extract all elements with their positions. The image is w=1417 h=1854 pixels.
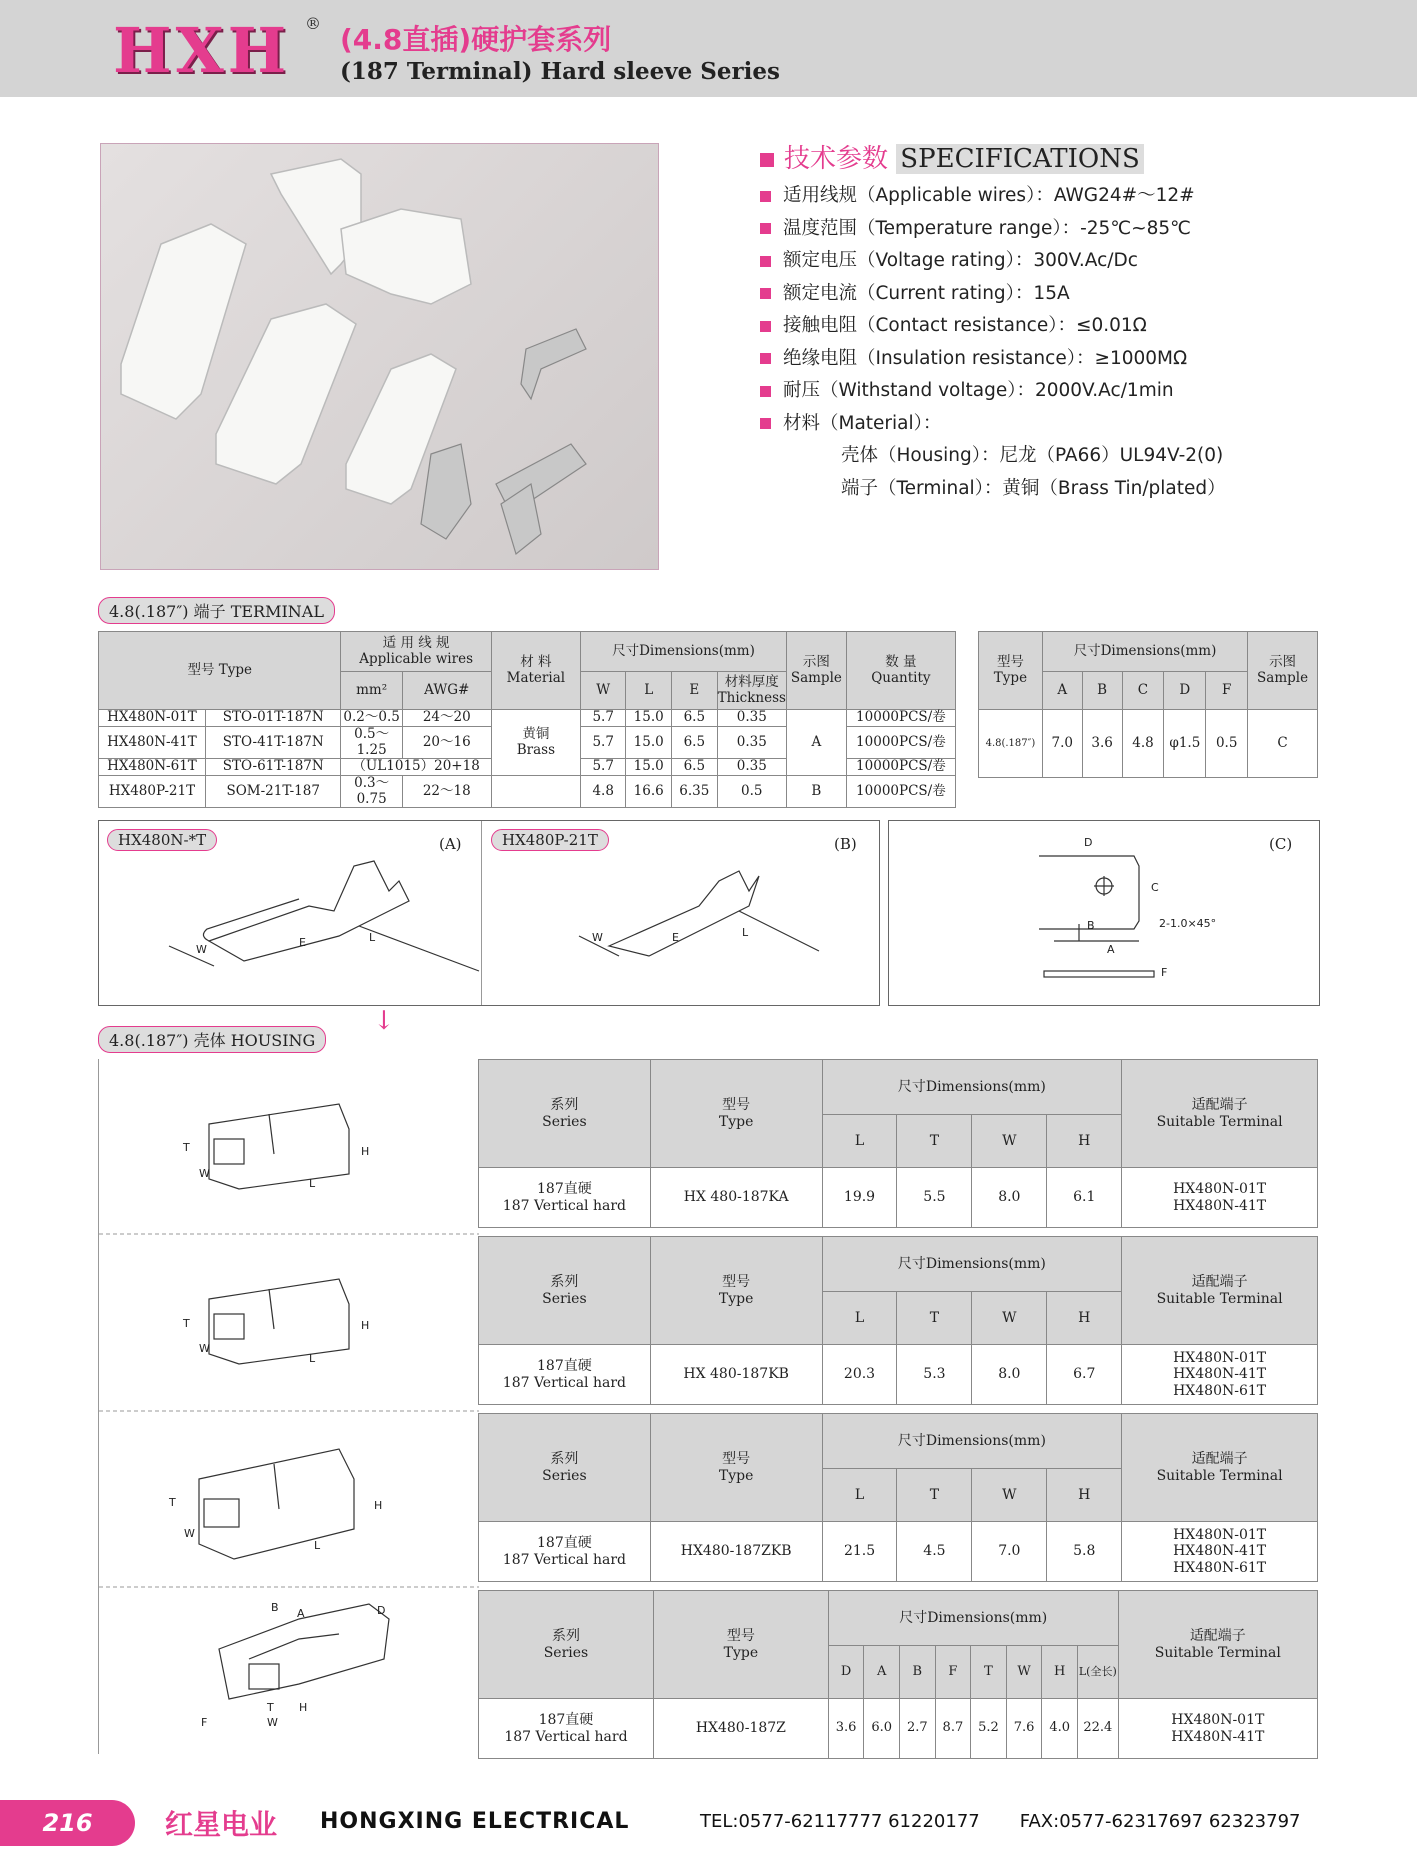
dim-col-a: A bbox=[1042, 672, 1082, 710]
h-cell-type: HX480-187Z bbox=[653, 1699, 828, 1759]
suitable-item: HX480N-41T bbox=[1173, 1197, 1267, 1214]
cell-sample: B bbox=[786, 776, 846, 808]
sample-en: Sample bbox=[1257, 669, 1309, 686]
h-col-series bbox=[479, 1414, 651, 1522]
col-header-e: E bbox=[672, 672, 718, 710]
housing-table bbox=[478, 1236, 1318, 1405]
h-col-h: H bbox=[1047, 1469, 1122, 1522]
table-row bbox=[979, 710, 1318, 778]
svg-text:L: L bbox=[309, 1177, 316, 1190]
table-row bbox=[99, 710, 956, 727]
h-col-dimensions: 尺寸Dimensions(mm) bbox=[828, 1591, 1118, 1646]
suitable-en: Suitable Terminal bbox=[1154, 1644, 1281, 1661]
suitable-item: HX480N-01T bbox=[1173, 1181, 1267, 1198]
bullet-icon bbox=[760, 223, 771, 234]
type-cn: 型号 bbox=[722, 1451, 751, 1468]
dimension-drawing-box bbox=[888, 820, 1320, 1006]
series-value-cn: 187直硬 bbox=[537, 1358, 592, 1375]
svg-text:C: C bbox=[1151, 881, 1159, 894]
cell-quantity: 10000PCS/卷 bbox=[846, 727, 955, 759]
h-cell-suitable bbox=[1122, 1345, 1318, 1405]
spec-heading bbox=[760, 138, 1144, 175]
bullet-icon bbox=[760, 418, 771, 429]
cell-w: 5.7 bbox=[580, 710, 625, 727]
h-cell-l: 19.9 bbox=[822, 1168, 897, 1228]
series-cn: 系列 bbox=[550, 1097, 579, 1114]
cell-type2: STO-41T-187N bbox=[205, 727, 341, 759]
material-brass-en: Brass bbox=[516, 741, 555, 758]
dim-col-d: D bbox=[1164, 672, 1206, 710]
spec-row bbox=[760, 408, 1226, 441]
suitable-item: HX480N-01T bbox=[1173, 1527, 1267, 1544]
suitable-cn: 适配端子 bbox=[1191, 1274, 1248, 1291]
col-header-thickness bbox=[717, 672, 786, 710]
suitable-item: HX480N-61T bbox=[1173, 1382, 1267, 1399]
h-col-h: H bbox=[1047, 1115, 1122, 1168]
h-cell-w: 8.0 bbox=[972, 1168, 1047, 1228]
cell-thickness: 0.35 bbox=[717, 759, 786, 776]
h-cell-w: 7.0 bbox=[972, 1522, 1047, 1582]
type-cn: 型号 bbox=[726, 1628, 755, 1645]
cell-quantity: 10000PCS/卷 bbox=[846, 776, 955, 808]
cell-type2: SOM-21T-187 bbox=[205, 776, 341, 808]
h-col-w: W bbox=[1006, 1646, 1042, 1699]
spec-housing-material: 壳体（Housing）：尼龙（PA66）UL94V-2(0) bbox=[841, 445, 1224, 466]
cell-w: 4.8 bbox=[580, 776, 625, 808]
spec-heading-cn: 技术参数 bbox=[784, 144, 889, 174]
series-en: Series bbox=[542, 1290, 587, 1307]
h-cell-w: 8.0 bbox=[972, 1345, 1047, 1405]
table-row bbox=[479, 1345, 1318, 1405]
quantity-en: Quantity bbox=[871, 669, 931, 686]
cell-e: 6.35 bbox=[672, 776, 718, 808]
suitable-item: HX480N-01T bbox=[1171, 1712, 1265, 1729]
h-col-w: W bbox=[972, 1115, 1047, 1168]
dim-col-f: F bbox=[1206, 672, 1248, 710]
cell-mm: （UL1015）20+18 bbox=[341, 759, 491, 776]
series-value-en: 187 Vertical hard bbox=[502, 1551, 626, 1568]
h-cell-l-total: 22.4 bbox=[1077, 1699, 1118, 1759]
h-cell-t: 5.2 bbox=[971, 1699, 1007, 1759]
suitable-item: HX480N-41T bbox=[1171, 1728, 1265, 1745]
table-row bbox=[479, 1699, 1318, 1759]
wires-cn: 适 用 线 规 bbox=[382, 634, 450, 651]
svg-text:W: W bbox=[592, 931, 603, 944]
svg-text:A: A bbox=[297, 1607, 305, 1620]
h-cell-suitable bbox=[1122, 1168, 1318, 1228]
company-name-cn: 红星电业 bbox=[165, 1808, 278, 1841]
svg-text:B: B bbox=[1087, 919, 1095, 932]
cell-type1: HX480P-21T bbox=[99, 776, 206, 808]
spec-voltage: 额定电压（Voltage rating）：300V.Ac/Dc bbox=[783, 250, 1138, 271]
material-cn: 材 料 bbox=[520, 653, 552, 670]
h-cell-suitable bbox=[1118, 1699, 1317, 1759]
col-header-sample bbox=[786, 632, 846, 710]
housing-table bbox=[478, 1590, 1318, 1759]
svg-text:T: T bbox=[267, 1701, 274, 1714]
h-col-h: H bbox=[1047, 1292, 1122, 1345]
svg-text:W: W bbox=[196, 943, 207, 956]
h-cell-l: 21.5 bbox=[822, 1522, 897, 1582]
h-col-suitable bbox=[1118, 1591, 1317, 1699]
svg-text:L: L bbox=[369, 931, 376, 944]
bullet-icon bbox=[760, 386, 771, 397]
h-col-series bbox=[479, 1591, 654, 1699]
type-en: Type bbox=[993, 669, 1028, 686]
svg-text:F: F bbox=[1161, 966, 1168, 979]
svg-text:A: A bbox=[1107, 943, 1115, 956]
h-col-suitable bbox=[1122, 1060, 1318, 1168]
dim-cell-type: 4.8(.187″) bbox=[979, 710, 1043, 778]
fax: FAX:0577-62317697 62323797 bbox=[1019, 1811, 1301, 1832]
type-en: Type bbox=[718, 1290, 754, 1307]
company-name-en: HONGXING ELECTRICAL bbox=[320, 1809, 630, 1834]
spec-contact-resistance: 接触电阻（Contact resistance）：≤0.01Ω bbox=[783, 315, 1147, 336]
dim-col-dimensions: 尺寸Dimensions(mm) bbox=[1042, 632, 1247, 672]
series-value-cn: 187直硬 bbox=[537, 1535, 592, 1552]
h-cell-f: 8.7 bbox=[935, 1699, 971, 1759]
material-en: Material bbox=[506, 669, 566, 686]
arrow-down-icon: ↓ bbox=[373, 1006, 395, 1036]
housing-section-tag: 4.8(.187″) 壳体 HOUSING bbox=[98, 1026, 326, 1053]
page-number: 216 bbox=[0, 1800, 135, 1846]
pink-square-icon bbox=[760, 153, 774, 167]
dimension-drawing-svg bbox=[889, 821, 1319, 1005]
suitable-en: Suitable Terminal bbox=[1156, 1113, 1283, 1130]
h-cell-h: 5.8 bbox=[1047, 1522, 1122, 1582]
dim-cell-d: φ1.5 bbox=[1164, 710, 1206, 778]
sample-en: Sample bbox=[790, 669, 842, 686]
housing-drawings bbox=[98, 1059, 479, 1754]
h-col-t: T bbox=[897, 1469, 972, 1522]
drawing-a-tag: HX480N-*T bbox=[107, 829, 217, 851]
h-col-f: F bbox=[935, 1646, 971, 1699]
dim-col-b: B bbox=[1082, 672, 1122, 710]
dim-cell-b: 3.6 bbox=[1082, 710, 1122, 778]
terminal-dim-table bbox=[978, 631, 1318, 778]
series-en: Series bbox=[543, 1644, 589, 1661]
col-header-w: W bbox=[580, 672, 625, 710]
terminal-dim-table-wrap bbox=[978, 631, 1318, 778]
svg-text:L: L bbox=[314, 1539, 321, 1552]
suitable-item: HX480N-41T bbox=[1173, 1366, 1267, 1383]
dim-col-sample bbox=[1248, 632, 1318, 710]
dim-cell-f: 0.5 bbox=[1206, 710, 1248, 778]
series-cn: 系列 bbox=[550, 1451, 579, 1468]
h-cell-w: 7.6 bbox=[1006, 1699, 1042, 1759]
sample-cn: 示图 bbox=[802, 653, 830, 670]
svg-text:H: H bbox=[361, 1319, 370, 1332]
h-col-d: D bbox=[828, 1646, 864, 1699]
h-cell-t: 5.5 bbox=[897, 1168, 972, 1228]
h-col-suitable bbox=[1122, 1237, 1318, 1345]
cell-e: 6.5 bbox=[672, 727, 718, 759]
cell-mm: 0.5～1.25 bbox=[341, 727, 402, 759]
cell-type2: STO-01T-187N bbox=[205, 710, 341, 727]
table-row bbox=[99, 776, 956, 808]
svg-text:H: H bbox=[299, 1701, 308, 1714]
dim-col-type bbox=[979, 632, 1043, 710]
registered-mark: ® bbox=[305, 14, 321, 33]
svg-text:F: F bbox=[201, 1716, 208, 1729]
spec-list bbox=[760, 180, 1226, 505]
spec-terminal-material: 端子（Terminal）：黄铜（Brass Tin/plated） bbox=[841, 477, 1226, 499]
terminal-drawings-svg bbox=[99, 821, 879, 1005]
housing-table bbox=[478, 1059, 1318, 1228]
h-col-l: L bbox=[822, 1292, 897, 1345]
suitable-cn: 适配端子 bbox=[1191, 1451, 1248, 1468]
series-en: Series bbox=[542, 1113, 587, 1130]
svg-text:W: W bbox=[199, 1342, 210, 1355]
contact-info bbox=[700, 1811, 1300, 1832]
bullet-icon bbox=[760, 288, 771, 299]
cell-material bbox=[491, 710, 580, 776]
wires-en: Applicable wires bbox=[359, 650, 473, 667]
spec-row bbox=[760, 245, 1226, 278]
brand-logo: HXH bbox=[113, 14, 291, 87]
col-header-type: 型号 Type bbox=[99, 632, 341, 710]
cell-thickness: 0.35 bbox=[717, 710, 786, 727]
housing-drawings-svg bbox=[99, 1059, 479, 1754]
housing-block bbox=[478, 1236, 1318, 1405]
series-value-cn: 187直硬 bbox=[537, 1181, 592, 1198]
housing-block bbox=[478, 1590, 1318, 1759]
drawing-b-tag: HX480P-21T bbox=[491, 829, 609, 851]
quantity-cn: 数 量 bbox=[885, 653, 917, 670]
drawing-b-label: (B) bbox=[834, 835, 857, 853]
bullet-icon bbox=[760, 256, 771, 267]
cell-e: 6.5 bbox=[672, 710, 718, 727]
svg-text:T: T bbox=[183, 1317, 190, 1330]
cell-thickness: 0.35 bbox=[717, 727, 786, 759]
cell-l: 16.6 bbox=[626, 776, 672, 808]
type-cn: 型号 bbox=[722, 1097, 751, 1114]
h-col-w: W bbox=[972, 1469, 1047, 1522]
svg-text:D: D bbox=[1084, 836, 1093, 849]
h-cell-h: 4.0 bbox=[1042, 1699, 1078, 1759]
svg-text:L: L bbox=[309, 1352, 316, 1365]
svg-text:H: H bbox=[361, 1145, 370, 1158]
housing-block bbox=[478, 1413, 1318, 1582]
type-en: Type bbox=[718, 1467, 754, 1484]
h-col-l: L bbox=[822, 1115, 897, 1168]
h-col-type bbox=[653, 1591, 828, 1699]
h-cell-t: 5.3 bbox=[897, 1345, 972, 1405]
svg-text:E: E bbox=[299, 936, 306, 949]
h-cell-l: 20.3 bbox=[822, 1345, 897, 1405]
cell-material-empty bbox=[491, 776, 580, 808]
spec-wires: 适用线规（Applicable wires）：AWG24#～12# bbox=[783, 185, 1195, 206]
series-value-en: 187 Vertical hard bbox=[504, 1728, 628, 1745]
drawing-c-label: (C) bbox=[1269, 835, 1293, 853]
cell-type1: HX480N-41T bbox=[99, 727, 206, 759]
cell-l: 15.0 bbox=[626, 759, 672, 776]
cell-l: 15.0 bbox=[626, 727, 672, 759]
type-en: Type bbox=[718, 1113, 754, 1130]
suitable-item: HX480N-41T bbox=[1173, 1543, 1267, 1560]
h-cell-t: 4.5 bbox=[897, 1522, 972, 1582]
h-col-a: A bbox=[864, 1646, 900, 1699]
h-col-type bbox=[650, 1414, 822, 1522]
suitable-en: Suitable Terminal bbox=[1156, 1467, 1283, 1484]
series-value-cn: 187直硬 bbox=[538, 1712, 594, 1729]
dim-cell-sample: C bbox=[1248, 710, 1318, 778]
chamfer-label: 2-1.0×45° bbox=[1159, 917, 1217, 930]
terminal-table-wrap bbox=[98, 631, 956, 808]
svg-text:B: B bbox=[271, 1601, 279, 1614]
h-col-t: T bbox=[897, 1115, 972, 1168]
dim-cell-c: 4.8 bbox=[1122, 710, 1164, 778]
h-cell-series bbox=[479, 1522, 651, 1582]
svg-text:H: H bbox=[374, 1499, 383, 1512]
suitable-item: HX480N-01T bbox=[1173, 1350, 1267, 1367]
col-header-l: L bbox=[626, 672, 672, 710]
h-cell-h: 6.1 bbox=[1047, 1168, 1122, 1228]
cell-mm: 0.3～0.75 bbox=[341, 776, 402, 808]
housing-block bbox=[478, 1059, 1318, 1228]
terminal-section-tag: 4.8(.187″) 端子 TERMINAL bbox=[98, 597, 335, 624]
spec-row bbox=[760, 213, 1226, 246]
cell-type1: HX480N-61T bbox=[99, 759, 206, 776]
h-cell-series bbox=[479, 1699, 654, 1759]
terminal-table bbox=[98, 631, 956, 808]
spec-row bbox=[760, 310, 1226, 343]
spec-withstand-voltage: 耐压（Withstand voltage）：2000V.Ac/1min bbox=[783, 380, 1174, 401]
cell-thickness: 0.5 bbox=[717, 776, 786, 808]
dim-cell-a: 7.0 bbox=[1042, 710, 1082, 778]
h-col-h: H bbox=[1042, 1646, 1078, 1699]
cell-sample: A bbox=[786, 710, 846, 776]
h-col-dimensions: 尺寸Dimensions(mm) bbox=[822, 1414, 1122, 1469]
thickness-cn: 材料厚度 bbox=[724, 673, 779, 690]
h-col-l: L bbox=[822, 1469, 897, 1522]
h-cell-type: HX 480-187KB bbox=[650, 1345, 822, 1405]
svg-text:W: W bbox=[184, 1527, 195, 1540]
h-cell-b: 2.7 bbox=[900, 1699, 936, 1759]
spec-temperature: 温度范围（Temperature range）：-25℃~85℃ bbox=[783, 217, 1191, 239]
series-en: Series bbox=[542, 1467, 587, 1484]
col-header-wires bbox=[341, 632, 491, 672]
col-header-dimensions: 尺寸Dimensions(mm) bbox=[580, 632, 786, 672]
cell-mm: 0.2～0.5 bbox=[341, 710, 402, 727]
h-col-l-total: L(全长) bbox=[1077, 1646, 1118, 1699]
title-english: (187 Terminal) Hard sleeve Series bbox=[340, 58, 780, 85]
h-col-w: W bbox=[972, 1292, 1047, 1345]
thickness-en: Thickness bbox=[717, 689, 786, 706]
cell-e: 6.5 bbox=[672, 759, 718, 776]
col-header-material bbox=[491, 632, 580, 710]
h-cell-series bbox=[479, 1345, 651, 1405]
cell-quantity: 10000PCS/卷 bbox=[846, 710, 955, 727]
h-cell-type: HX 480-187KA bbox=[650, 1168, 822, 1228]
bullet-icon bbox=[760, 191, 771, 202]
h-col-t: T bbox=[897, 1292, 972, 1345]
h-col-t: T bbox=[971, 1646, 1007, 1699]
cell-awg: 22～18 bbox=[402, 776, 491, 808]
h-col-dimensions: 尺寸Dimensions(mm) bbox=[822, 1237, 1122, 1292]
h-cell-h: 6.7 bbox=[1047, 1345, 1122, 1405]
terminal-drawings-box bbox=[98, 820, 880, 1006]
dim-col-c: C bbox=[1122, 672, 1164, 710]
type-en: Type bbox=[723, 1644, 759, 1661]
title-chinese: (4.8直插)硬护套系列 bbox=[340, 23, 612, 56]
h-cell-suitable bbox=[1122, 1522, 1318, 1582]
col-header-mm: mm² bbox=[341, 672, 402, 710]
type-cn: 型号 bbox=[996, 653, 1024, 670]
series-cn: 系列 bbox=[551, 1628, 580, 1645]
type-cn: 型号 bbox=[722, 1274, 751, 1291]
h-cell-d: 3.6 bbox=[828, 1699, 864, 1759]
h-col-type bbox=[650, 1237, 822, 1345]
cell-type2: STO-61T-187N bbox=[205, 759, 341, 776]
telephone: TEL:0577-62117777 61220177 bbox=[700, 1811, 980, 1832]
h-col-series bbox=[479, 1237, 651, 1345]
spec-row bbox=[760, 278, 1226, 311]
svg-text:W: W bbox=[267, 1716, 278, 1729]
h-cell-type: HX480-187ZKB bbox=[650, 1522, 822, 1582]
series-value-en: 187 Vertical hard bbox=[502, 1374, 626, 1391]
housing-table bbox=[478, 1413, 1318, 1582]
suitable-cn: 适配端子 bbox=[1191, 1097, 1248, 1114]
spec-material: 材料（Material）： bbox=[783, 412, 942, 434]
h-cell-series bbox=[479, 1168, 651, 1228]
svg-text:W: W bbox=[199, 1167, 210, 1180]
product-photo bbox=[100, 143, 659, 570]
spec-current: 额定电流（Current rating）：15A bbox=[783, 282, 1070, 304]
spec-insulation-resistance: 绝缘电阻（Insulation resistance）：≥1000MΩ bbox=[783, 347, 1188, 369]
h-col-type bbox=[650, 1060, 822, 1168]
h-col-dimensions: 尺寸Dimensions(mm) bbox=[822, 1060, 1122, 1115]
h-col-b: B bbox=[900, 1646, 936, 1699]
svg-text:T: T bbox=[183, 1141, 190, 1154]
cell-type1: HX480N-01T bbox=[99, 710, 206, 727]
spec-row bbox=[760, 375, 1226, 408]
suitable-item: HX480N-61T bbox=[1173, 1559, 1267, 1576]
sample-cn: 示图 bbox=[1269, 653, 1297, 670]
spec-row bbox=[760, 343, 1226, 376]
cell-awg: 24～20 bbox=[402, 710, 491, 727]
cell-w: 5.7 bbox=[580, 759, 625, 776]
spec-heading-en: SPECIFICATIONS bbox=[896, 144, 1144, 174]
h-col-series bbox=[479, 1060, 651, 1168]
cell-quantity: 10000PCS/卷 bbox=[846, 759, 955, 776]
col-header-quantity bbox=[846, 632, 955, 710]
table-row bbox=[479, 1168, 1318, 1228]
bullet-icon bbox=[760, 321, 771, 332]
cell-awg: 20～16 bbox=[402, 727, 491, 759]
svg-text:T: T bbox=[169, 1496, 176, 1509]
table-row bbox=[479, 1522, 1318, 1582]
spec-row bbox=[760, 180, 1226, 213]
cell-w: 5.7 bbox=[580, 727, 625, 759]
suitable-en: Suitable Terminal bbox=[1156, 1290, 1283, 1307]
series-value-en: 187 Vertical hard bbox=[502, 1197, 626, 1214]
svg-text:D: D bbox=[377, 1604, 386, 1617]
cell-l: 15.0 bbox=[626, 710, 672, 727]
h-col-suitable bbox=[1122, 1414, 1318, 1522]
svg-text:L: L bbox=[742, 926, 749, 939]
drawing-a-label: (A) bbox=[439, 835, 462, 853]
series-cn: 系列 bbox=[550, 1274, 579, 1291]
housing-tables bbox=[478, 1059, 1318, 1759]
material-brass-cn: 黄铜 bbox=[522, 726, 550, 742]
suitable-cn: 适配端子 bbox=[1189, 1628, 1246, 1645]
col-header-awg: AWG# bbox=[402, 672, 491, 710]
bullet-icon bbox=[760, 353, 771, 364]
svg-text:E: E bbox=[672, 931, 679, 944]
h-cell-a: 6.0 bbox=[864, 1699, 900, 1759]
